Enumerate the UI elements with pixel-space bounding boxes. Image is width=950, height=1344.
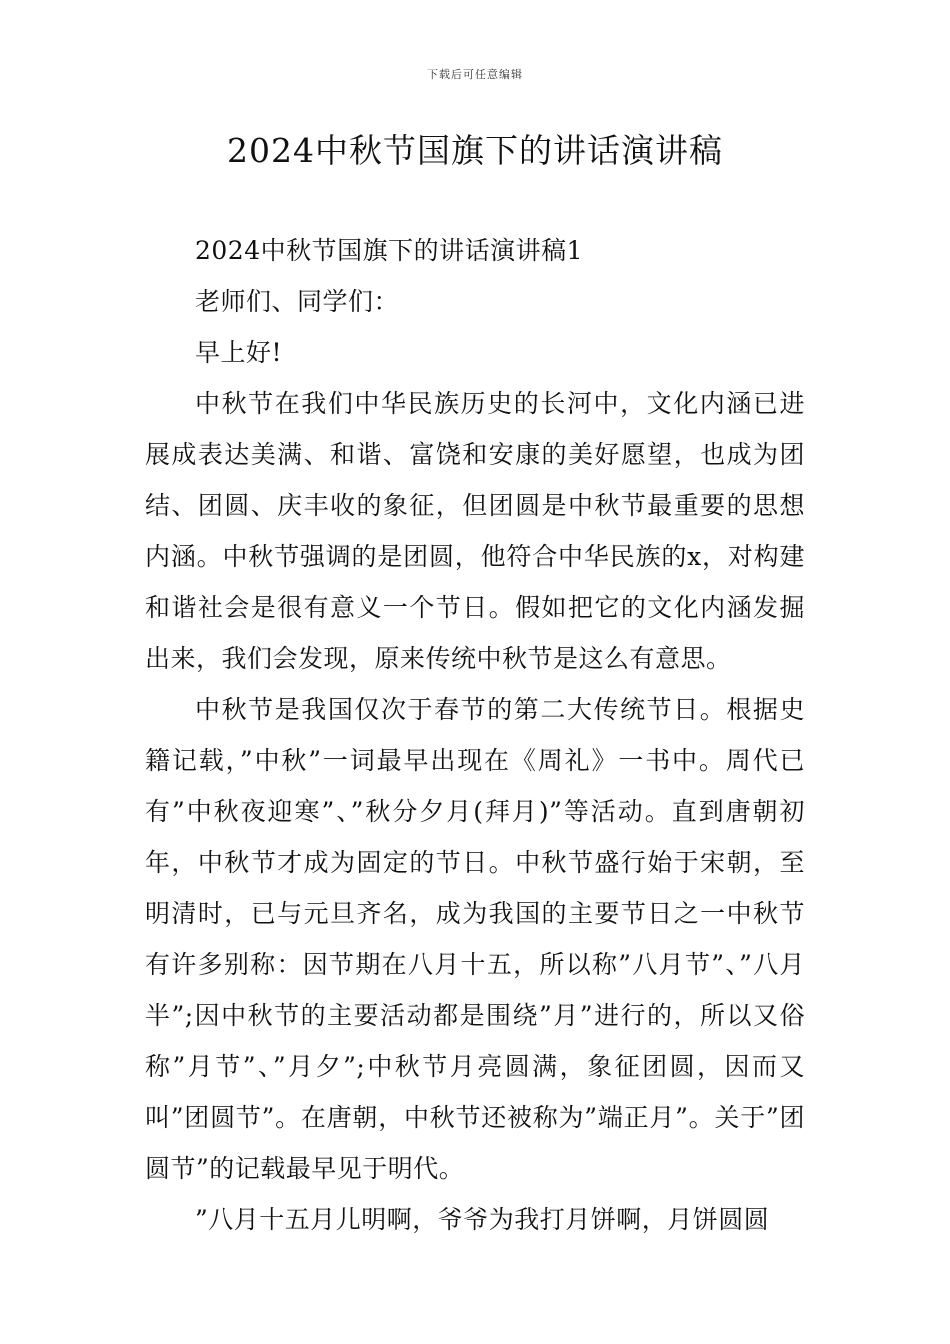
document-title: 2024中秋节国旗下的讲话演讲稿 [227, 131, 723, 170]
paragraph-3: ”八月十五月儿明啊，爷爷为我打月饼啊，月饼圆圆 [195, 1205, 770, 1234]
paragraph-subtitle: 2024中秋节国旗下的讲话演讲稿1 [195, 236, 584, 265]
paragraph-greeting: 早上好! [195, 338, 283, 367]
paragraph-1: 中秋节在我们中华民族历史的长河中，文化内涵已进展成表达美满、和谐、富饶和安康的美好愿望，也成为团结、团圆、庆丰收的象征，但团圆是中秋节最重要的思想内涵。中秋节强调的是团圆，他符合中华民族的x，对构建和谐社会是很有意义一个节日。假如把它的文化内涵发掘出来，我们会发现，原来传统中秋节是这么有意思。 [145, 389, 805, 673]
paragraph-salutation: 老师们、同学们： [195, 287, 400, 316]
header-note: 下载后可任意编辑 [427, 68, 523, 81]
paragraph-2: 中秋节是我国仅次于春节的第二大传统节日。根据史籍记载，”中秋”一词最早出现在《周礼》一书中。周代已有”中秋夜迎寒”、”秋分夕月(拜月)”等活动。直到唐朝初年，中秋节才成为固定的节日。中秋节盛行始于宋朝，至明清时，已与元旦齐名，成为我国的主要节日之一中秋节有许多别称：因节期在八月十五，所以称”八月节”、”八月半”;因中秋节的主要活动都是围绕”月”进行的，所以又俗称”月节”、”月夕”;中秋节月亮圆满，象征团圆，因而又叫”团圆节”。在唐朝，中秋节还被称为”端正月”。关于”团圆节”的记载最早见于明代。 [145, 695, 805, 1183]
document-body [145, 225, 805, 1245]
